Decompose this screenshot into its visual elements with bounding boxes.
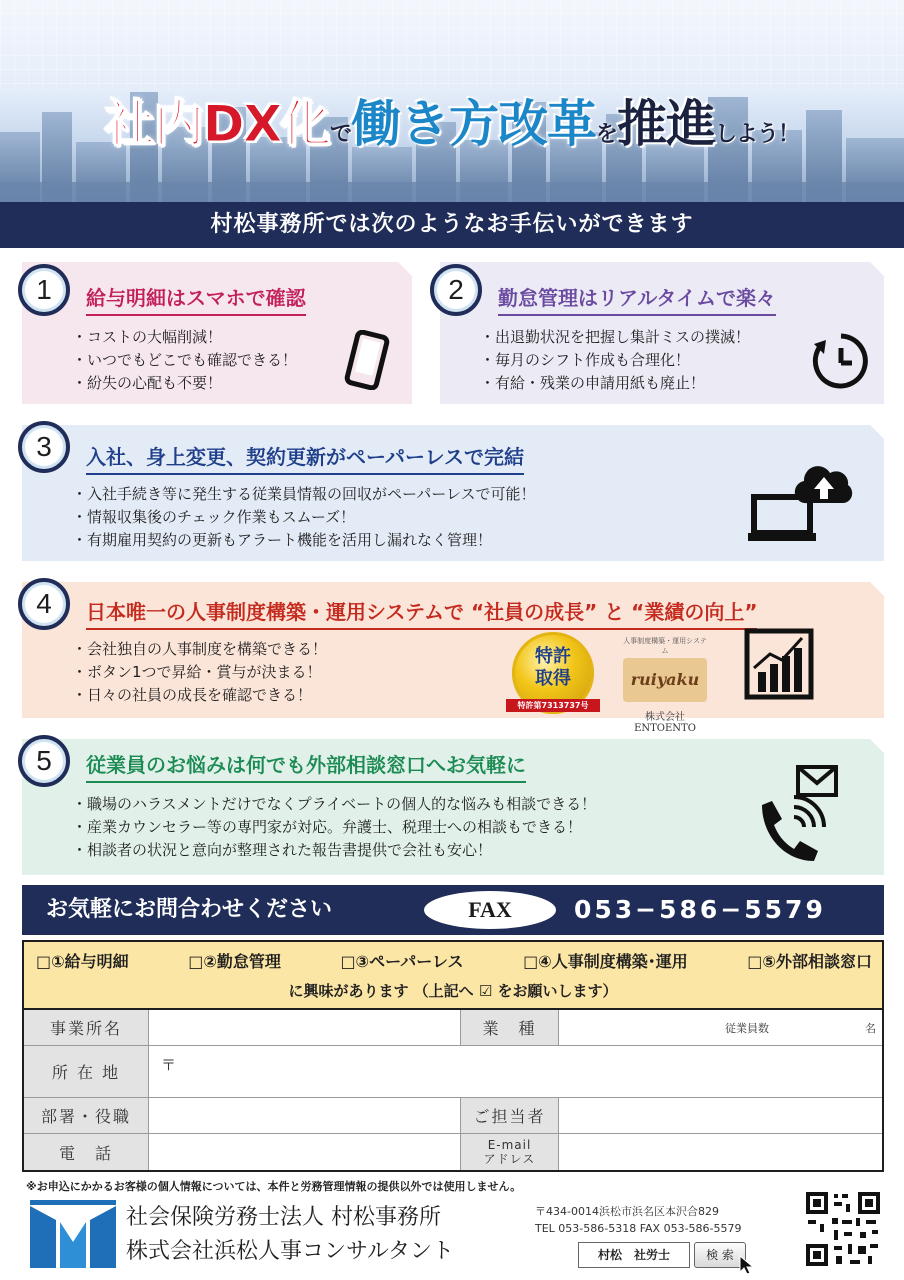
option-paperless-checkbox[interactable]: □③ペーパーレス: [340, 952, 464, 971]
dept-field[interactable]: [148, 1098, 460, 1133]
hero-title: [0, 84, 904, 156]
card-title: 日本唯一の人事制度構築・運用システムで “社員の成長” と “業績の向上”: [86, 596, 757, 630]
contact-bar: [22, 885, 884, 935]
card-bullets: [72, 793, 596, 862]
search-button[interactable]: 検 索: [694, 1242, 746, 1268]
cloud-upload-laptop-icon: [748, 453, 858, 549]
card-number: 5: [18, 735, 70, 787]
option-attendance-checkbox[interactable]: □②勤怠管理: [188, 952, 281, 971]
patent-badge: [512, 632, 594, 714]
person-field[interactable]: [558, 1098, 882, 1133]
firm-name-1: 社会保険労務士法人 村松事務所: [126, 1205, 441, 1230]
ruiyaku-caption: 人事制度構築・運用システム: [623, 637, 707, 655]
option-consultation-checkbox[interactable]: □⑤外部相談窓口: [747, 952, 872, 971]
card-number: 2: [430, 264, 482, 316]
bullet-item: ・ 情報収集後のチェック作業もスムーズ！: [72, 506, 536, 529]
form-row-office: [24, 1010, 882, 1046]
interest-options: [36, 949, 872, 972]
bullet-item: ・ コストの大幅削減！: [72, 326, 297, 349]
card-attendance: [440, 262, 884, 404]
card-number: 4: [18, 578, 70, 630]
bullet-item: ・ 職場のハラスメントだけでなくプライベートの個人的な悩みも相談できる！: [72, 793, 596, 816]
card-payslip: [22, 262, 412, 404]
hero-title-promote: 推進: [617, 95, 716, 153]
form-row-phone: [24, 1134, 882, 1170]
fax-label: FAX: [424, 891, 556, 929]
patent-badge-line2: 取得: [535, 668, 571, 689]
hero-title-shiyou: しよう！: [715, 122, 800, 147]
bullet-item: ・ ボタン1つで昇給・賞与が決まる！: [72, 661, 327, 684]
hero-title-wo: を: [596, 122, 618, 147]
patent-number-band: 特許第7313737号: [506, 699, 600, 712]
phone-label: 電 話: [24, 1134, 148, 1170]
card-title: 入社、身上変更、契約更新がペーパーレスで完結: [86, 441, 524, 475]
footer-address: 〒434-0014浜松市浜名区本沢合829: [535, 1205, 719, 1218]
card-paperless: [22, 425, 884, 561]
bullet-item: ・ 有給・残業の申請用紙も廃止！: [480, 372, 750, 395]
address-field[interactable]: [148, 1046, 882, 1097]
hero-title-de: で: [330, 122, 352, 147]
hero-title-reform: 働き方改革: [351, 95, 597, 153]
postal-mark: 〒: [161, 1056, 177, 1074]
option-hr-system-checkbox[interactable]: □④人事制度構築･運用: [523, 952, 688, 971]
fax-number: 053−586−5579: [574, 895, 826, 924]
card-number: 1: [18, 264, 70, 316]
email-label-line2: アドレス: [483, 1152, 536, 1166]
option-payslip-checkbox[interactable]: □①給与明細: [36, 952, 129, 971]
bullet-item: ・ 毎月のシフト作成も合理化！: [480, 349, 750, 372]
interest-section: [24, 942, 882, 1010]
search-keyword-box[interactable]: 村松 社労士: [578, 1242, 690, 1268]
phone-field[interactable]: [148, 1134, 460, 1170]
interest-note: に興味があります （上記へ ☑ をお願いします）: [288, 982, 618, 1000]
privacy-notice: ※お申込にかかるお客様の個人情報については、本件と労務管理情報の提供以外では使用しません。: [26, 1180, 522, 1193]
card-hr-system: [22, 582, 884, 734]
bullet-item: ・ 日々の社員の成長を確認できる！: [72, 684, 327, 707]
company-logo: [26, 1198, 120, 1270]
card-number: 3: [18, 421, 70, 473]
card-bullets: [72, 638, 327, 707]
employees-unit: 名: [865, 1022, 876, 1035]
bullet-item: ・ 入社手続き等に発生する従業員情報の回収がペーパーレスで可能！: [72, 483, 536, 506]
qr-code-image[interactable]: [804, 1190, 882, 1268]
office-field[interactable]: [148, 1010, 460, 1045]
clock-icon: [810, 330, 872, 392]
person-label: ご担当者: [460, 1098, 558, 1133]
address-label: 所 在 地: [24, 1046, 148, 1097]
email-field[interactable]: [558, 1134, 882, 1170]
entoento-company: 株式会社ENTOENTO: [634, 712, 696, 734]
ruiyaku-mark: ruiyaku: [623, 658, 707, 702]
smartphone-icon: [344, 330, 394, 390]
bullet-item: ・ 相談者の状況と意向が整理された報告書提供で会社も安心！: [72, 839, 596, 862]
form-row-dept: [24, 1098, 882, 1134]
industry-field[interactable]: [558, 1010, 882, 1045]
card-title: 給与明細はスマホで確認: [86, 282, 306, 316]
industry-label: 業 種: [460, 1010, 558, 1045]
phone-mail-icon: [748, 761, 844, 865]
email-label-line1: E-mail: [487, 1138, 532, 1152]
bullet-item: ・ 産業カウンセラー等の専門家が対応。弁護士、税理士への相談もできる！: [72, 816, 596, 839]
cursor-icon: [738, 1254, 756, 1276]
card-bullets: [72, 326, 297, 395]
hero-banner: [0, 0, 904, 202]
contact-label: お気軽にお問合わせください: [46, 897, 333, 922]
application-form: [22, 940, 884, 1172]
card-title: 従業員のお悩みは何でも外部相談窓口へお気軽に: [86, 749, 526, 783]
hero-title-dx: 社内DX化: [104, 95, 330, 153]
firm-name-2: 株式会社浜松人事コンサルタント: [126, 1239, 455, 1264]
bullet-item: ・ 有期雇用契約の更新もアラート機能を活用し漏れなく管理！: [72, 529, 536, 552]
footer-tel-fax: TEL 053-586-5318 FAX 053-586-5579: [535, 1222, 742, 1235]
bullet-item: ・ 出退勤状況を把握し集計ミスの撲滅！: [480, 326, 750, 349]
card-title: 勤怠管理はリアルタイムで楽々: [498, 282, 776, 316]
bullet-item: ・ 会社独自の人事制度を構築できる！: [72, 638, 327, 661]
bar-chart-icon: [744, 628, 814, 700]
card-bullets: [72, 483, 536, 552]
bullet-item: ・ 紛失の心配も不要！: [72, 372, 297, 395]
ruiyaku-logo: [620, 636, 710, 734]
form-row-address: [24, 1046, 882, 1098]
office-label: 事業所名: [24, 1010, 148, 1045]
card-consultation: [22, 739, 884, 875]
patent-badge-line1: 特許: [535, 646, 571, 667]
employees-label: 従業員数: [725, 1022, 769, 1035]
subtitle-bar: 村松事務所では次のようなお手伝いができます: [0, 202, 904, 248]
bullet-item: ・ いつでもどこでも確認できる！: [72, 349, 297, 372]
card-bullets: [480, 326, 750, 395]
dept-label: 部署・役職: [24, 1098, 148, 1133]
email-label: [460, 1134, 558, 1170]
